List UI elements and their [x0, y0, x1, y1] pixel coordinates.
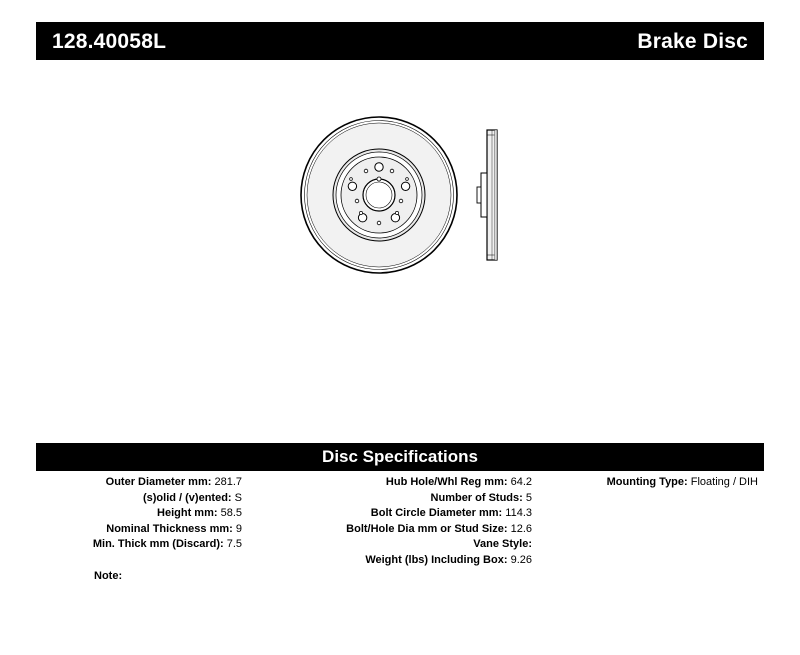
spec-value: Floating / DIH	[690, 476, 758, 488]
spec-label: Bolt Circle Diameter mm:	[370, 507, 503, 519]
rotor-front-face-view	[301, 117, 457, 273]
spec-value: 281.7	[214, 476, 242, 488]
product-type-label: Brake Disc	[637, 29, 748, 53]
spec-label: Hub Hole/Whl Reg mm:	[385, 476, 508, 488]
spec-label: Height mm:	[157, 507, 218, 519]
spec-value: 114.3	[505, 507, 532, 519]
spec-value: 58.5	[220, 507, 242, 519]
spec-value: 9	[235, 522, 242, 535]
brake-rotor-illustration	[291, 105, 551, 285]
spec-column-left	[36, 475, 248, 553]
spec-label: Outer Diameter mm:	[105, 476, 212, 488]
spec-row	[248, 537, 532, 553]
spec-row	[36, 537, 242, 553]
spec-row	[36, 506, 242, 522]
spec-label: Nominal Thickness mm:	[106, 522, 233, 535]
spec-value: 9.26	[510, 553, 532, 566]
spec-row	[248, 506, 532, 522]
spec-value: 5	[525, 491, 532, 504]
spec-row	[36, 522, 242, 538]
note-label: Note:	[94, 570, 123, 582]
spec-label: Bolt/Hole Dia mm or Stud Size:	[346, 522, 508, 535]
spec-columns	[36, 475, 764, 568]
spec-value: 64.2	[510, 476, 532, 488]
spec-row	[248, 491, 532, 507]
spec-column-right	[538, 475, 764, 491]
spec-label: Number of Studs:	[430, 491, 523, 504]
spec-label: Mounting Type:	[606, 476, 688, 488]
product-image-area	[36, 75, 764, 425]
spec-value: S	[234, 491, 242, 504]
spec-row	[36, 491, 242, 507]
spec-value: 7.5	[226, 538, 242, 550]
spec-label: Min. Thick mm (Discard):	[92, 538, 224, 550]
rotor-side-profile-view	[477, 130, 497, 260]
spec-row	[248, 522, 532, 538]
spec-row	[538, 475, 758, 491]
spec-value: 12.6	[510, 522, 532, 535]
spec-label: (s)olid / (v)ented:	[142, 491, 232, 504]
spec-row	[36, 475, 242, 491]
part-number-label: 128.40058L	[52, 29, 167, 53]
spec-column-middle	[248, 475, 538, 568]
spec-row	[248, 553, 532, 569]
spec-section-title: Disc Specifications	[36, 443, 764, 471]
spec-label: Weight (lbs) Including Box:	[365, 553, 508, 566]
spec-label: Vane Style:	[473, 538, 532, 550]
spec-row	[248, 475, 532, 491]
product-header-bar	[36, 22, 764, 60]
